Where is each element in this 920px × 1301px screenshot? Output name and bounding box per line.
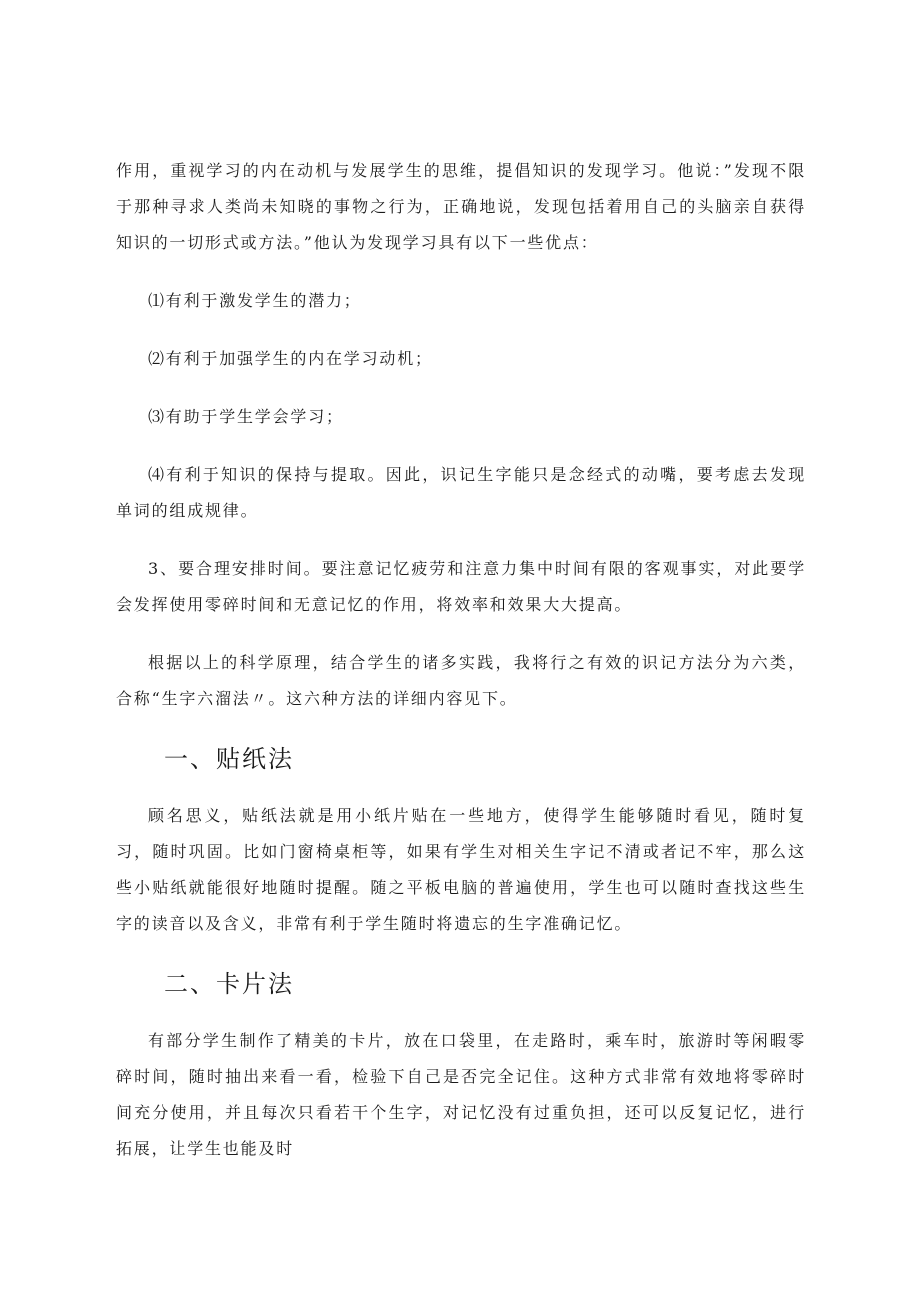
section-body-sticker-method: 顾名思义，贴纸法就是用小纸片贴在一些地方，使得学生能够随时看见，随时复习，随时巩固。比如门窗椅桌柜等，如果有学生对相关生字记不清或者记不牢，那么这些小贴纸就能很好地随时提醒。随之平板电脑的普遍使用，学生也可以随时查找这些生字的读音以及含义，非常有利于学生随时将遗忘的生字准确记忆。 — [116, 806, 806, 933]
advantage-item-2: ⑵有利于加强学生的内在学习动机； — [148, 349, 433, 368]
section-heading-sticker-method: 一、贴纸法 — [164, 745, 294, 773]
intro-paragraph: 作用，重视学习的内在动机与发展学生的思维，提倡知识的发现学习。他说：”发现不限于那种寻求人类尚未知晓的事物之行为，正确地说，发现包括着用自己的头脑亲自获得知识的一切形式或方法。”他认为发现学习具有以下一些优点： — [116, 161, 806, 252]
point-3-paragraph: 3、要合理安排时间。要注意记忆疲劳和注意力集中时间有限的客观事实，对此要学会发挥使用零碎时间和无意记忆的作用，将效率和效果大大提高。 — [116, 559, 806, 614]
advantage-item-4: ⑷有利于知识的保持与提取。因此，识记生字能只是念经式的动嘴，要考虑去发现单词的组成规律。 — [116, 465, 806, 520]
advantage-item-3: ⑶有助于学生学会学习； — [148, 407, 344, 426]
summary-paragraph: 根据以上的科学原理，结合学生的诸多实践，我将行之有效的识记方法分为六类，合称“生字六溜法〃。这六种方法的详细内容见下。 — [116, 653, 806, 708]
advantage-item-1: ⑴有利于激发学生的潜力； — [148, 291, 362, 310]
section-heading-card-method: 二、卡片法 — [164, 970, 294, 998]
section-body-card-method: 有部分学生制作了精美的卡片，放在口袋里，在走路时，乘车时，旅游时等闲暇零碎时间，随时抽出来看一看，检验下自己是否完全记住。这种方式非常有效地将零碎时间充分使用，并且每次只看若干个生字，对记忆没有过重负担，还可以反复记忆，进行拓展，让学生也能及时 — [116, 1031, 806, 1158]
document-body — [116, 153, 806, 1167]
